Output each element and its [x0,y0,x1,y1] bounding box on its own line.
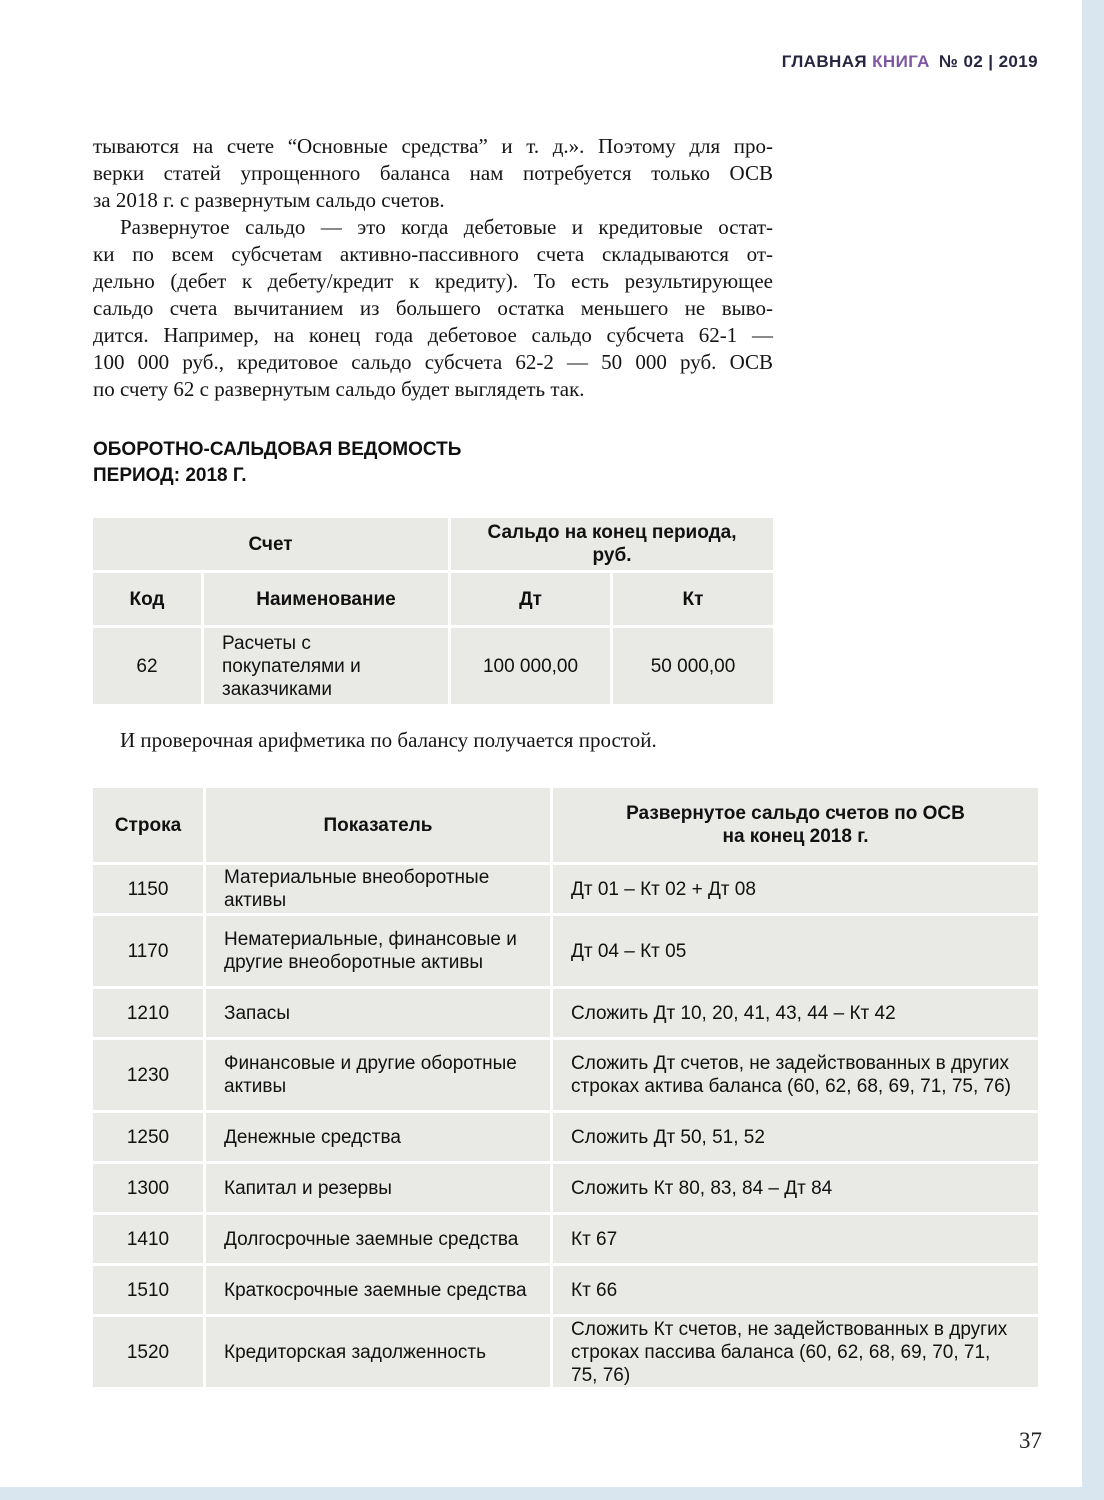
balance-row-formula: Кт 67 [553,1215,1038,1263]
balance-row-line: 1230 [93,1040,203,1110]
balance-row-indicator: Капитал и резервы [206,1164,550,1212]
balance-row-line: 1150 [93,865,203,913]
balance-col-formula [553,788,1038,862]
balance-check-table [93,788,1038,1387]
balance-row-formula: Сложить Кт счетов, не задействованных в других строках пассива баланса (60, 62, 68, 69, 70, 71, 75, 76) [553,1317,1038,1387]
balance-row-indicator: Финансовые и другие оборотные активы [206,1040,550,1110]
balance-row-formula: Дт 04 – Кт 05 [553,916,1038,986]
osv-cell-name: Расчеты с покупателями и заказчиками [204,628,448,704]
paragraph-line: тываются на счете “Основные средства” и т. д.». Поэтому для про- [93,134,773,158]
balance-row-indicator: Материальные внеоборотные активы [206,865,550,913]
balance-row-line: 1170 [93,916,203,986]
brand-kniga: КНИГА [872,52,930,71]
paragraph-line: верки статей упрощенного баланса нам потребуется только ОСВ [93,161,773,185]
balance-col-line: Строка [93,788,203,862]
balance-row-formula: Кт 66 [553,1266,1038,1314]
balance-row-line: 1210 [93,989,203,1037]
balance-row-line: 1250 [93,1113,203,1161]
balance-row-indicator: Нематериальные, финансовые и другие внеоборотные активы [206,916,550,986]
balance-row-indicator: Кредиторская задолженность [206,1317,550,1387]
section-heading-line2: ПЕРИОД: 2018 Г. [93,465,247,486]
osv-cell-code: 62 [93,628,201,704]
balance-row-formula: Дт 01 – Кт 02 + Дт 08 [553,865,1038,913]
paragraph-line: ки по всем субсчетам активно-пассивного счета складываются от- [93,242,773,266]
paragraph-line: сальдо счета вычитанием из большего остатка меньшего не выво- [93,296,773,320]
osv-table [93,518,773,704]
balance-row-formula: Сложить Дт 50, 51, 52 [553,1113,1038,1161]
paragraph-line: за 2018 г. с развернутым сальдо счетов. [93,188,445,212]
issue-number: № 02 | 2019 [938,52,1038,71]
paragraph-line: Развернутое сальдо — это когда дебетовые и кредитовые остат- [120,215,773,239]
balance-row-indicator: Краткосрочные заемные средства [206,1266,550,1314]
balance-row-formula: Сложить Дт счетов, не задействованных в других строках актива баланса (60, 62, 68, 69, 71, 75, 76) [553,1040,1038,1110]
balance-row-line: 1510 [93,1266,203,1314]
osv-header-balance: Сальдо на конец периода, руб. [451,518,773,570]
page-number: 37 [1019,1428,1042,1453]
section-heading-line1: ОБОРОТНО-САЛЬДОВАЯ ВЕДОМОСТЬ [93,439,462,460]
osv-col-name: Наименование [204,573,448,625]
balance-row-line: 1520 [93,1317,203,1387]
paragraph-line: дится. Например, на конец года дебетовое сальдо субсчета 62-1 — [93,323,773,347]
balance-row-indicator: Денежные средства [206,1113,550,1161]
osv-header-account: Счет [93,518,448,570]
osv-cell-kt: 50 000,00 [613,628,773,704]
brand-glavnaya: ГЛАВНАЯ [781,52,868,71]
magazine-header [782,52,1038,72]
article-body [93,133,773,403]
balance-col-formula-line2: на конец 2018 г. [722,826,869,847]
paragraph-line: дельно (дебет к дебету/кредит к кредиту). То есть результирующее [93,269,773,293]
balance-row-line: 1300 [93,1164,203,1212]
balance-row-formula: Сложить Кт 80, 83, 84 – Дт 84 [553,1164,1038,1212]
paragraph-line: по счету 62 с развернутым сальдо будет выглядеть так. [93,377,585,401]
balance-row-indicator: Запасы [206,989,550,1037]
mid-paragraph: И проверочная арифметика по балансу получается простой. [120,728,657,752]
paragraph-line: 100 000 руб., кредитовое сальдо субсчета 62-2 — 50 000 руб. ОСВ [93,350,773,374]
balance-row-line: 1410 [93,1215,203,1263]
osv-col-dt: Дт [451,573,610,625]
osv-col-kt: Кт [613,573,773,625]
balance-row-indicator: Долгосрочные заемные средства [206,1215,550,1263]
osv-cell-dt: 100 000,00 [451,628,610,704]
balance-col-indicator: Показатель [206,788,550,862]
osv-col-code: Код [93,573,201,625]
section-heading [93,437,461,489]
balance-row-formula: Сложить Дт 10, 20, 41, 43, 44 – Кт 42 [553,989,1038,1037]
page-edge-bottom [0,1487,1104,1500]
page-edge-right [1082,0,1104,1500]
balance-col-formula-line1: Развернутое сальдо счетов по ОСВ [626,803,965,824]
